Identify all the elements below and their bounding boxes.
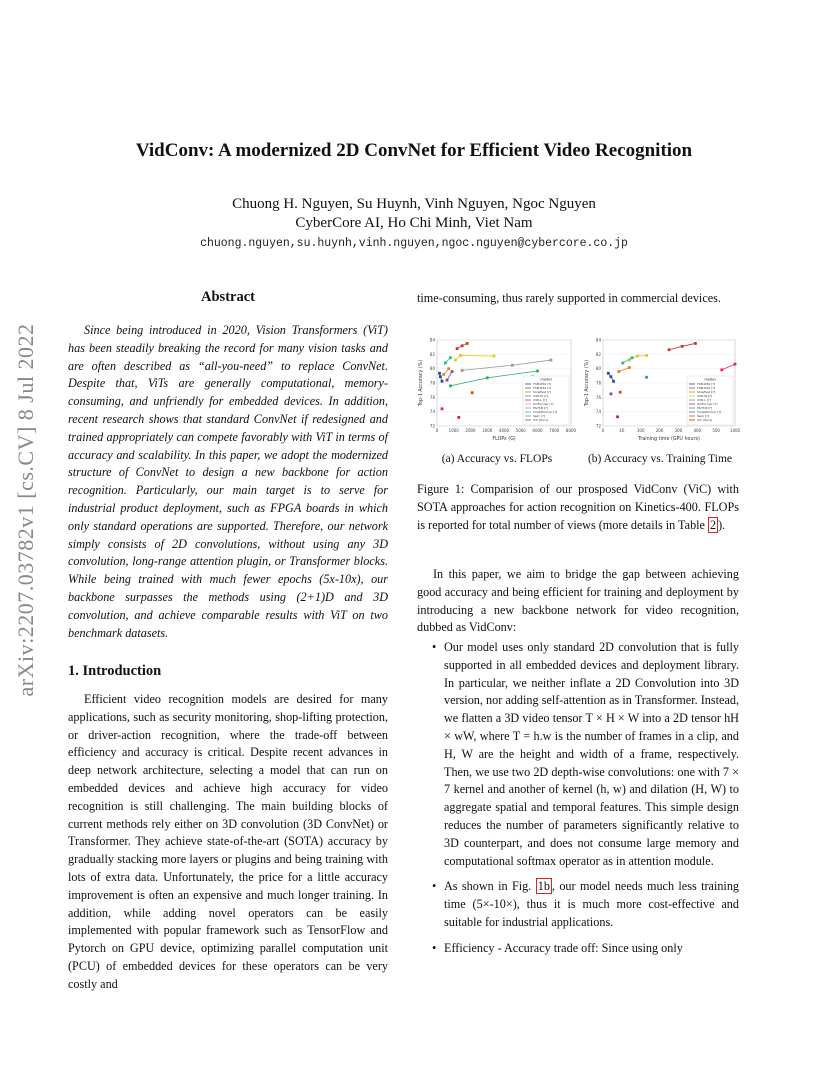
legend-label: MViT-B [?] — [697, 406, 712, 410]
data-point — [645, 354, 648, 357]
bullet-text-1: Our model uses only standard 2D convolution that is fully supported in all embedded devices and deployment library. In particular, we neither inflate a 2D Convolution into 3D version, nor adding self-attention as in Transformer. Instead, we flatten a 3D video tensor T × H × W into a 2D tensor hH × wW, where T = h.w is the number of frames in a clip, and H, W are the height and width of a frame, respectively. Then, we use two 2D depth-wise convolutions: one with 7 × 7 kernel and another of kernel (h, w) and dilation (H, W) to aggregate spatial and temporal features. This simple design reduces the number of parameters significantly relative to 3D counterpart, and does not consume large memory and computational softmax operator as in attention module. — [444, 640, 739, 868]
y-tick-label: 74 — [429, 409, 435, 415]
data-point — [610, 375, 613, 378]
bullet-text-2: As shown in Fig. 1b , our model needs much less training time (5×-10×), thus it is much more cost-effective and suitable for industrial applications. — [444, 879, 740, 929]
intro-paragraph-2 — [417, 566, 739, 637]
x-tick-label: 1000 — [729, 428, 741, 433]
y-tick-label: 80 — [595, 366, 601, 372]
data-point — [668, 348, 671, 351]
y-tick-label: 82 — [429, 351, 435, 357]
legend-label: TSM-R50 [?] — [697, 382, 716, 386]
arxiv-id: arXiv:2207.03782v1 [cs.CV] 8 Jul 2022 — [13, 323, 38, 697]
x-tick-label: 300 — [674, 428, 683, 433]
legend-label: Swin [?] — [533, 414, 545, 418]
data-point — [511, 364, 514, 367]
data-point — [610, 392, 613, 395]
data-point — [645, 376, 648, 379]
y-tick-label: 76 — [429, 394, 435, 400]
data-point — [447, 367, 450, 370]
y-tick-label: 78 — [595, 380, 601, 386]
legend-label: ViC (Ours) — [697, 418, 713, 422]
list-item: • Our model uses only standard 2D convolution that is fully supported in all embedded devices and deployment library. In particular, we neither inflate a 2D Convolution into 3D version, nor adding self-attention as in Transformer. Instead, we flatten a 3D video tensor T × H × W into a 2D tensor hH × wW, where T = h.w is the number of frames in a clip, and H, W are the height and width of a frame, respectively. Then, we use two 2D depth-wise convolutions: one with 7 × 7 kernel and another of kernel (h, w) and dilation (H, W) to aggregate spatial and temporal features. This simple design reduces the number of parameters significantly relative to 3D counterpart, and does not consume large memory and computational softmax operator as in attention module. — [432, 640, 739, 868]
y-axis-label: Top-1 Accuracy (%) — [585, 359, 590, 407]
intro-text: Efficient video recognition models are desired for many applications, such as security monitoring, shop-lifting protection, or driver-action recognition, where the trade-off between efficiency and accuracy is critical. Despite recent advances in deep network architecture, selecting a model that can run on embedded devices and achieve high accuracy for video recognition is still challenging. The main building blocks of current methods rely either on 3D convolution (3D ConvNet) or Transformer. They achieve state-of-the-art (SOTA) accuracy by gradually stacking more layers or plugins and being training with lots of extra data. Unfortunately, the price for a little accuracy improvement is often an expensive and much longer training. In addition, while adding novel operators can be easily implemented with popular framework such as TensorFlow and Pytorch on GPU device, optimizing parallel computation unit (PCU) of embedded devices for these operators can be very costly and — [68, 692, 388, 991]
abstract-section — [68, 322, 388, 642]
x-tick-label: 2000 — [465, 428, 476, 433]
arxiv-sidebar-stamp — [0, 300, 52, 720]
data-point — [612, 380, 615, 383]
legend-label: TimeSformer [?] — [533, 410, 558, 414]
legend-label: UniFormer [?] — [533, 402, 554, 406]
subcaption-a: (a) Accuracy vs. FLOPs — [441, 453, 553, 465]
legend-label: SlowFast [?] — [533, 390, 551, 394]
x-tick-label: 200 — [655, 428, 664, 433]
y-tick-label: 84 — [595, 337, 601, 343]
intro-section — [68, 691, 388, 994]
figure-caption-text: Figure 1: Comparision of our prosposed VidConv (ViC) with SOTA approaches for action recognition on Kinetics-400. FLOPs is reported for total number of views (more details in Table 2 ). — [417, 482, 739, 532]
y-tick-label: 82 — [595, 351, 601, 357]
data-point — [451, 370, 454, 373]
data-point — [459, 354, 462, 357]
data-point — [471, 391, 474, 394]
data-point — [461, 369, 464, 372]
chart-accuracy-vs-training-time — [583, 336, 739, 446]
x-tick-label: 40 — [619, 428, 625, 433]
x-tick-label: 5000 — [515, 428, 526, 433]
data-point — [607, 372, 610, 375]
legend-title: model — [540, 377, 552, 382]
x-tick-label: 6000 — [532, 428, 543, 433]
data-point — [441, 407, 444, 410]
list-item: • As shown in Fig. 1b , our model needs much less training time (5×-10×), thus it is much more cost-effective and suitable for industrial applications. — [432, 879, 740, 929]
x-tick-label: 100 — [636, 428, 645, 433]
x-tick-label: 7000 — [549, 428, 560, 433]
data-point — [621, 362, 624, 365]
legend-label: SlowFast [?] — [697, 390, 715, 394]
figure-reference-link[interactable]: 1b — [537, 879, 550, 894]
data-point — [438, 372, 441, 375]
chart-accuracy-vs-flops — [417, 336, 575, 446]
data-point — [619, 391, 622, 394]
x-tick-label: 0 — [601, 428, 605, 433]
data-point — [720, 368, 723, 371]
figure-1 — [417, 336, 739, 446]
paper-title: VidConv: A modernized 2D ConvNet for Efficient Video Recognition — [135, 140, 693, 161]
data-point — [457, 416, 460, 419]
data-point — [536, 370, 539, 373]
data-point — [681, 345, 684, 348]
data-point — [444, 362, 447, 365]
data-point — [493, 355, 496, 358]
list-item: • Efficiency - Accuracy trade off: Since using only — [432, 940, 683, 955]
y-tick-label: 84 — [429, 337, 435, 343]
x-tick-label: 400 — [693, 428, 702, 433]
legend-title: model — [704, 377, 716, 382]
legend-label: TSM-R50 [?] — [533, 386, 552, 390]
author-emails: chuong.nguyen,su.huynh,vinh.nguyen,ngoc.nguyen@cybercore.co.jp — [200, 237, 628, 250]
author-block — [0, 195, 828, 233]
legend-label: TSM-R50 [?] — [697, 386, 716, 390]
data-point — [636, 355, 639, 358]
abstract-text: Since being introduced in 2020, Vision Transformers (ViT) has been steadily breaking the record for many vision tasks and are often described as “all-you-need” to replace ConvNet. Despite that, ViTs are generally computational, memory-consuming, and unfriendly for embedded devices. In addition, recent research shows that standard ConvNet if redesigned and trained appropriately can compete favorably with ViT in terms of accuracy and scalability. In this paper, we adopt the modernized structure of ConvNet to design a new backbone for action recognition. Particularly, our main target is to serve for industrial product deployment, such as FPGA boards in which only standard operations are supported. Therefore, our network simply consists of 2D convolutions, without using any 3D convolution, long-range attention plugin, or Transformer blocks. While being trained with much fewer epochs (5x-10x), our backbone surpasses the methods using (2+1)D and 3D convolution, and achieve comparable results with ViT on two benchmark datasets. — [68, 323, 388, 640]
continuation-paragraph — [417, 290, 739, 308]
data-point — [441, 380, 444, 383]
data-point — [734, 363, 737, 366]
y-tick-label: 74 — [595, 409, 601, 415]
x-tick-label: 4000 — [498, 428, 510, 433]
figure-1-caption — [417, 481, 739, 534]
x-tick-label: 1000 — [448, 428, 459, 433]
data-point — [461, 344, 464, 347]
y-axis-label: Top-1 Accuracy (%) — [419, 359, 424, 407]
bullet-text-3: Efficiency - Accuracy trade off: Since using only — [444, 940, 683, 955]
x-tick-label: 8000 — [565, 428, 577, 433]
x-axis-label: Training time (GPU hours) — [638, 437, 700, 442]
legend-label: TimeSformer [?] — [697, 410, 722, 414]
data-point — [550, 359, 553, 362]
data-point — [466, 342, 469, 345]
intro-heading: 1. Introduction — [68, 663, 162, 679]
y-tick-label: 80 — [429, 366, 435, 372]
data-point — [628, 366, 631, 369]
data-point — [439, 375, 442, 378]
data-point — [442, 373, 445, 376]
y-tick-label: 76 — [595, 394, 601, 400]
data-point — [486, 376, 489, 379]
data-point — [446, 379, 449, 382]
legend-label: ViC (Ours) — [533, 418, 549, 422]
data-point — [617, 370, 620, 373]
legend-label: MViT-B [?] — [533, 406, 548, 410]
table-reference-link[interactable]: 2 — [710, 517, 717, 532]
legend-label: Swin [?] — [697, 414, 709, 418]
legend-label: X3D-L [?] — [533, 398, 547, 402]
author-names: Chuong H. Nguyen, Su Huynh, Vinh Nguyen, Ngoc Nguyen — [232, 196, 596, 212]
legend-label: TSM-R50 [?] — [533, 382, 552, 386]
x-tick-label: 3000 — [482, 428, 493, 433]
paragraph-text: In this paper, we aim to bridge the gap between achieving good accuracy and being efficient for training and deployment by introducing a new backbone network for video recognition, dubbed as VidConv: — [417, 567, 739, 635]
affiliation: CyberCore AI, Ho Chi Minh, Viet Nam — [295, 215, 533, 231]
legend-label: UniFormer [?] — [697, 402, 718, 406]
subcaption-b: (b) Accuracy vs. Training Time — [587, 453, 733, 465]
legend-label: X3D-M [?] — [697, 394, 712, 398]
legend-label: X3D-M [?] — [533, 394, 548, 398]
x-tick-label: 0 — [435, 428, 439, 433]
y-tick-label: 72 — [595, 423, 601, 429]
contribution-list — [417, 639, 739, 966]
data-point — [454, 359, 457, 362]
legend-label: X3D-L [?] — [697, 398, 711, 402]
continuation-text: time-consuming, thus rarely supported in commercial devices. — [417, 291, 721, 305]
abstract-heading: Abstract — [201, 289, 255, 305]
data-point — [694, 342, 697, 345]
x-tick-label: 500 — [712, 428, 720, 433]
x-axis-label: FLOPs (G) — [492, 437, 516, 442]
data-point — [449, 356, 452, 359]
data-point — [449, 384, 452, 387]
y-tick-label: 78 — [429, 380, 435, 386]
y-tick-label: 72 — [429, 423, 435, 429]
data-point — [616, 415, 619, 418]
data-point — [456, 347, 459, 350]
data-point — [631, 356, 634, 359]
